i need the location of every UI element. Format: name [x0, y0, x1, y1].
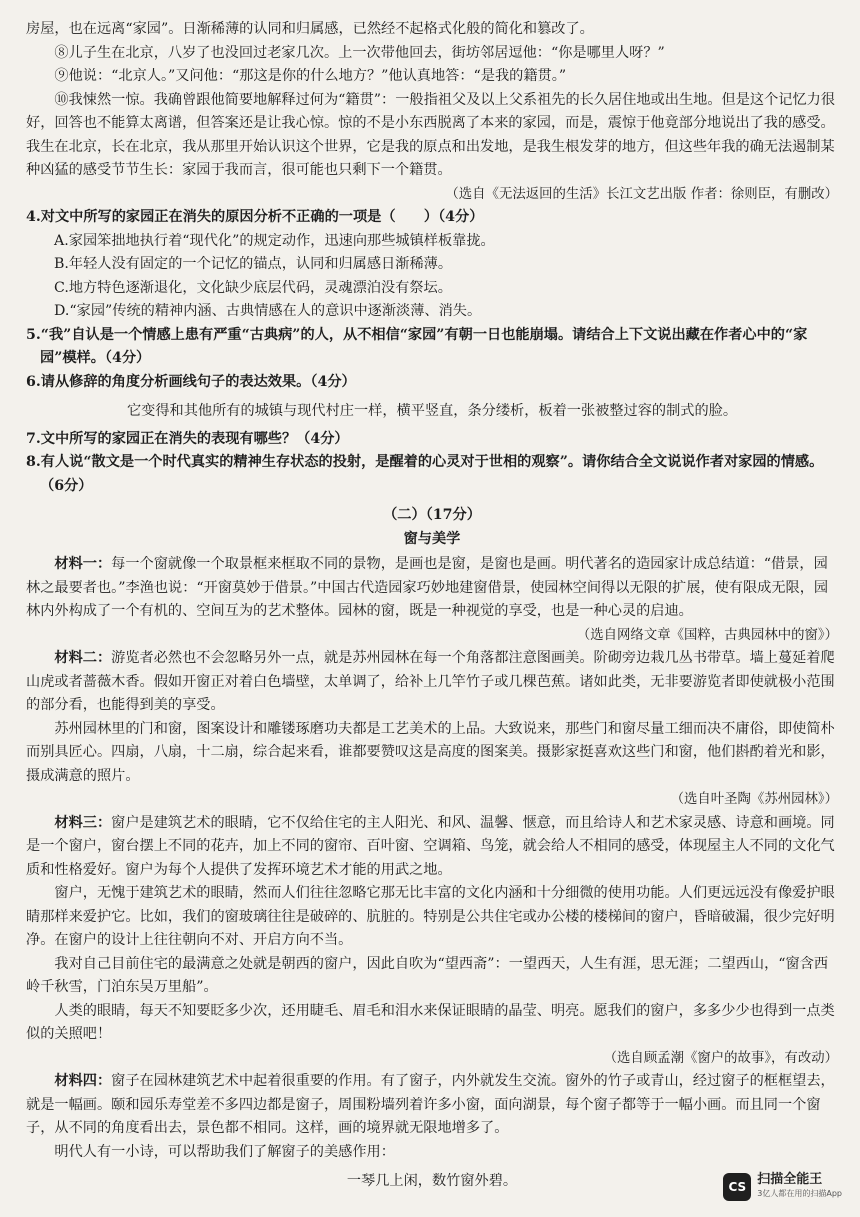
- material-text: 苏州园林里的门和窗，图案设计和雕镂琢磨功夫都是工艺美术的上品。大致说来，那些门和窗尽量工细而决不庸俗，即使简朴而别具匠心。四扇，八扇，十二扇，综合起来看，谁都要赞叹这是高度的图案美。摄影家挺喜欢这些门和窗，他们斟酌着光和影，摄成满意的照片。: [26, 720, 835, 784]
- watermark-subtitle: 3亿人都在用的扫描App: [757, 1189, 842, 1198]
- material-text: 窗户是建筑艺术的眼睛，它不仅给住宅的主人阳光、和风、温馨、惬意，而且给诗人和艺术家灵感、诗意和画境。同是一个窗户，窗台摆上不同的花卉，加上不同的窗帘、百叶窗、空调箱、鸟笼，就会给人不相同的感受，体现屋主人不同的文化气质和性格爱好。窗户为每个人提供了发挥环境艺术才能的用武之地。: [26, 814, 835, 878]
- material-text: 窗子在园林建筑艺术中起着很重要的作用。有了窗子，内外就发生交流。窗外的竹子或青山，经过窗子的框框望去，就是一幅画。颐和园乐寿堂差不多四边都是窗子，周围粉墙列着许多小窗，面向湖景，每个窗子都等于一幅小画。而且同一个窗子，从不同的角度看出去，景色都不相同。这样，画的境界就无限地增多了。: [26, 1073, 835, 1136]
- camscanner-logo-icon: CS: [723, 1173, 751, 1201]
- material-4: [26, 1070, 838, 1141]
- source-citation: （选自顾孟潮《窗户的故事》，有改动）: [603, 1050, 838, 1066]
- material-label: 材料三：: [54, 814, 112, 831]
- watermark-name: 扫描全能王: [757, 1172, 823, 1187]
- scanner-watermark: [723, 1173, 842, 1201]
- material-1: [26, 553, 838, 624]
- question-6: 6.请从修辞的角度分析画线句子的表达效果。（4分）: [26, 373, 356, 390]
- material-text: 人类的眼睛，每天不知要眨多少次，还用睫毛、眉毛和泪水来保证眼睛的晶莹、明亮。愿我们的窗户，多多少少也得到一点类似的关照吧！: [26, 1002, 835, 1042]
- material-text: 游览者必然也不会忽略另外一点，就是苏州园林在每一个角落都注意图画美。阶砌旁边栽几丛书带草。墙上蔓延着爬山虎或者蔷薇木香。假如开窗正对着白色墙壁，太单调了，给补上几竿竹子或几棵芭蕉。诸如此类，无非要游览者即使就极小范围的部分看，也能得到美的享受。: [26, 650, 835, 713]
- material-text: 我对自己目前住宅的最满意之处就是朝西的窗户，因此自吹为“望西斋”：一望西天，人生有涯，思无涯；二望西山，“窗含西岭千秋雪，门泊东吴万里船”。: [26, 955, 829, 995]
- passage-paragraph: ⑨他说：“北京人。”又问他：“那这是你的什么地方？”他认真地答：“是我的籍贯。”: [54, 68, 567, 84]
- material-3: [26, 812, 838, 883]
- section-heading: （二）（17分）: [383, 507, 481, 523]
- material-text: 每一个窗就像一个取景框来框取不同的景物，是画也是窗，是窗也是画。明代著名的造园家计成总结道：“借景，园林之最要者也。”李渔也说：“开窗莫妙于借景。”中国古代造园家巧妙地建窗借景，使园林空间得以无限的扩展，使有限成无限，园林内外构成了一个有机的、空间互为的艺术整体。园林的窗，既是一种视觉的享受，也是一种心灵的启迪。: [26, 556, 829, 619]
- question-5: 5.“我”自认是一个情感上患有严重“古典病”的人，从不相信“家园”有朝一日也能崩塌。请结合上下文说出藏在作者心中的“家园”模样。（4分）: [26, 326, 808, 366]
- material-text: 窗户，无愧于建筑艺术的眼睛，然而人们往往忽略它那无比丰富的文化内涵和十分细微的使用功能。人们更远远没有像爱护眼睛那样来爱护它。比如，我们的窗玻璃往往是破碎的、肮脏的。特别是公共住宅或办公楼的楼梯间的窗户，昏暗破漏，很少完好明净。在窗户的设计上往往朝向不对、开启方向不当。: [26, 885, 835, 948]
- passage-paragraph: ⑩我悚然一惊。我确曾跟他简要地解释过何为“籍贯”：一般指祖父及以上父系祖先的长久居住地或出生地。但是这个记忆力很好，回答也不能算太离谱，但答案还是让我心惊。惊的不是小东西脱离了本来的家园，而是，震惊于他竟部分地说出了我的感受。我生在北京，长在北京，我从那里开始认识这个世界，它是我的原点和出发地，是我生根发芽的地方，但这些年我的确无法遏制某种凶猛的感受节节生长：家园于我而言，很可能也只剩下一个籍贯。: [26, 91, 836, 178]
- source-citation: （选自叶圣陶《苏州园林》）: [670, 792, 838, 807]
- question-4: 4.对文中所写的家园正在消失的原因分析不正确的一项是（ ）（4分）: [26, 209, 484, 225]
- section-title: 窗与美学: [403, 530, 461, 547]
- option-c: C.地方特色逐渐退化，文化缺少底层代码，灵魂漂泊没有祭坛。: [54, 279, 452, 296]
- material-label: 材料一：: [54, 556, 112, 572]
- source-citation: （选自《无法返回的生活》长江文艺出版 作者：徐则臣，有删改）: [445, 186, 838, 202]
- material-label: 材料二：: [54, 650, 112, 666]
- option-a: A.家园笨拙地执行着“现代化”的规定动作，迅速向那些城镇样板靠拢。: [54, 232, 495, 249]
- source-citation: （选自网络文章《国粹，古典园林中的窗》）: [576, 627, 838, 643]
- passage-paragraph: ⑧儿子生在北京，八岁了也没回过老家几次。上一次带他回去，街坊邻居逗他：“你是哪里人呀？”: [54, 44, 665, 61]
- material-2: [26, 647, 838, 718]
- passage-paragraph: 房屋，也在远离“家园”。日渐稀薄的认同和归属感，已然经不起格式化般的简化和篡改了。: [26, 21, 594, 37]
- material-text: 明代人有一小诗，可以帮助我们了解窗子的美感作用：: [54, 1143, 395, 1160]
- underlined-sentence: 它变得和其他所有的城镇与现代村庄一样，横平竖直，条分缕析，板着一张被整过容的制式的脸。: [126, 403, 738, 419]
- question-8: 8.有人说“散文是一个时代真实的精神生存状态的投射，是醒着的心灵对于世相的观察”。请你结合全文说说作者对家园的情感。（6分）: [26, 454, 824, 494]
- option-b: B.年轻人没有固定的一个记忆的锚点，认同和归属感日渐稀薄。: [54, 256, 453, 272]
- option-d: D.“家园”传统的精神内涵、古典情感在人的意识中逐渐淡薄、消失。: [54, 303, 482, 319]
- material-label: 材料四：: [54, 1073, 112, 1089]
- document-page: [26, 18, 838, 1194]
- question-7: 7.文中所写的家园正在消失的表现有哪些？（4分）: [26, 430, 349, 447]
- poem-line: 一琴几上闲，数竹窗外碧。: [346, 1173, 518, 1189]
